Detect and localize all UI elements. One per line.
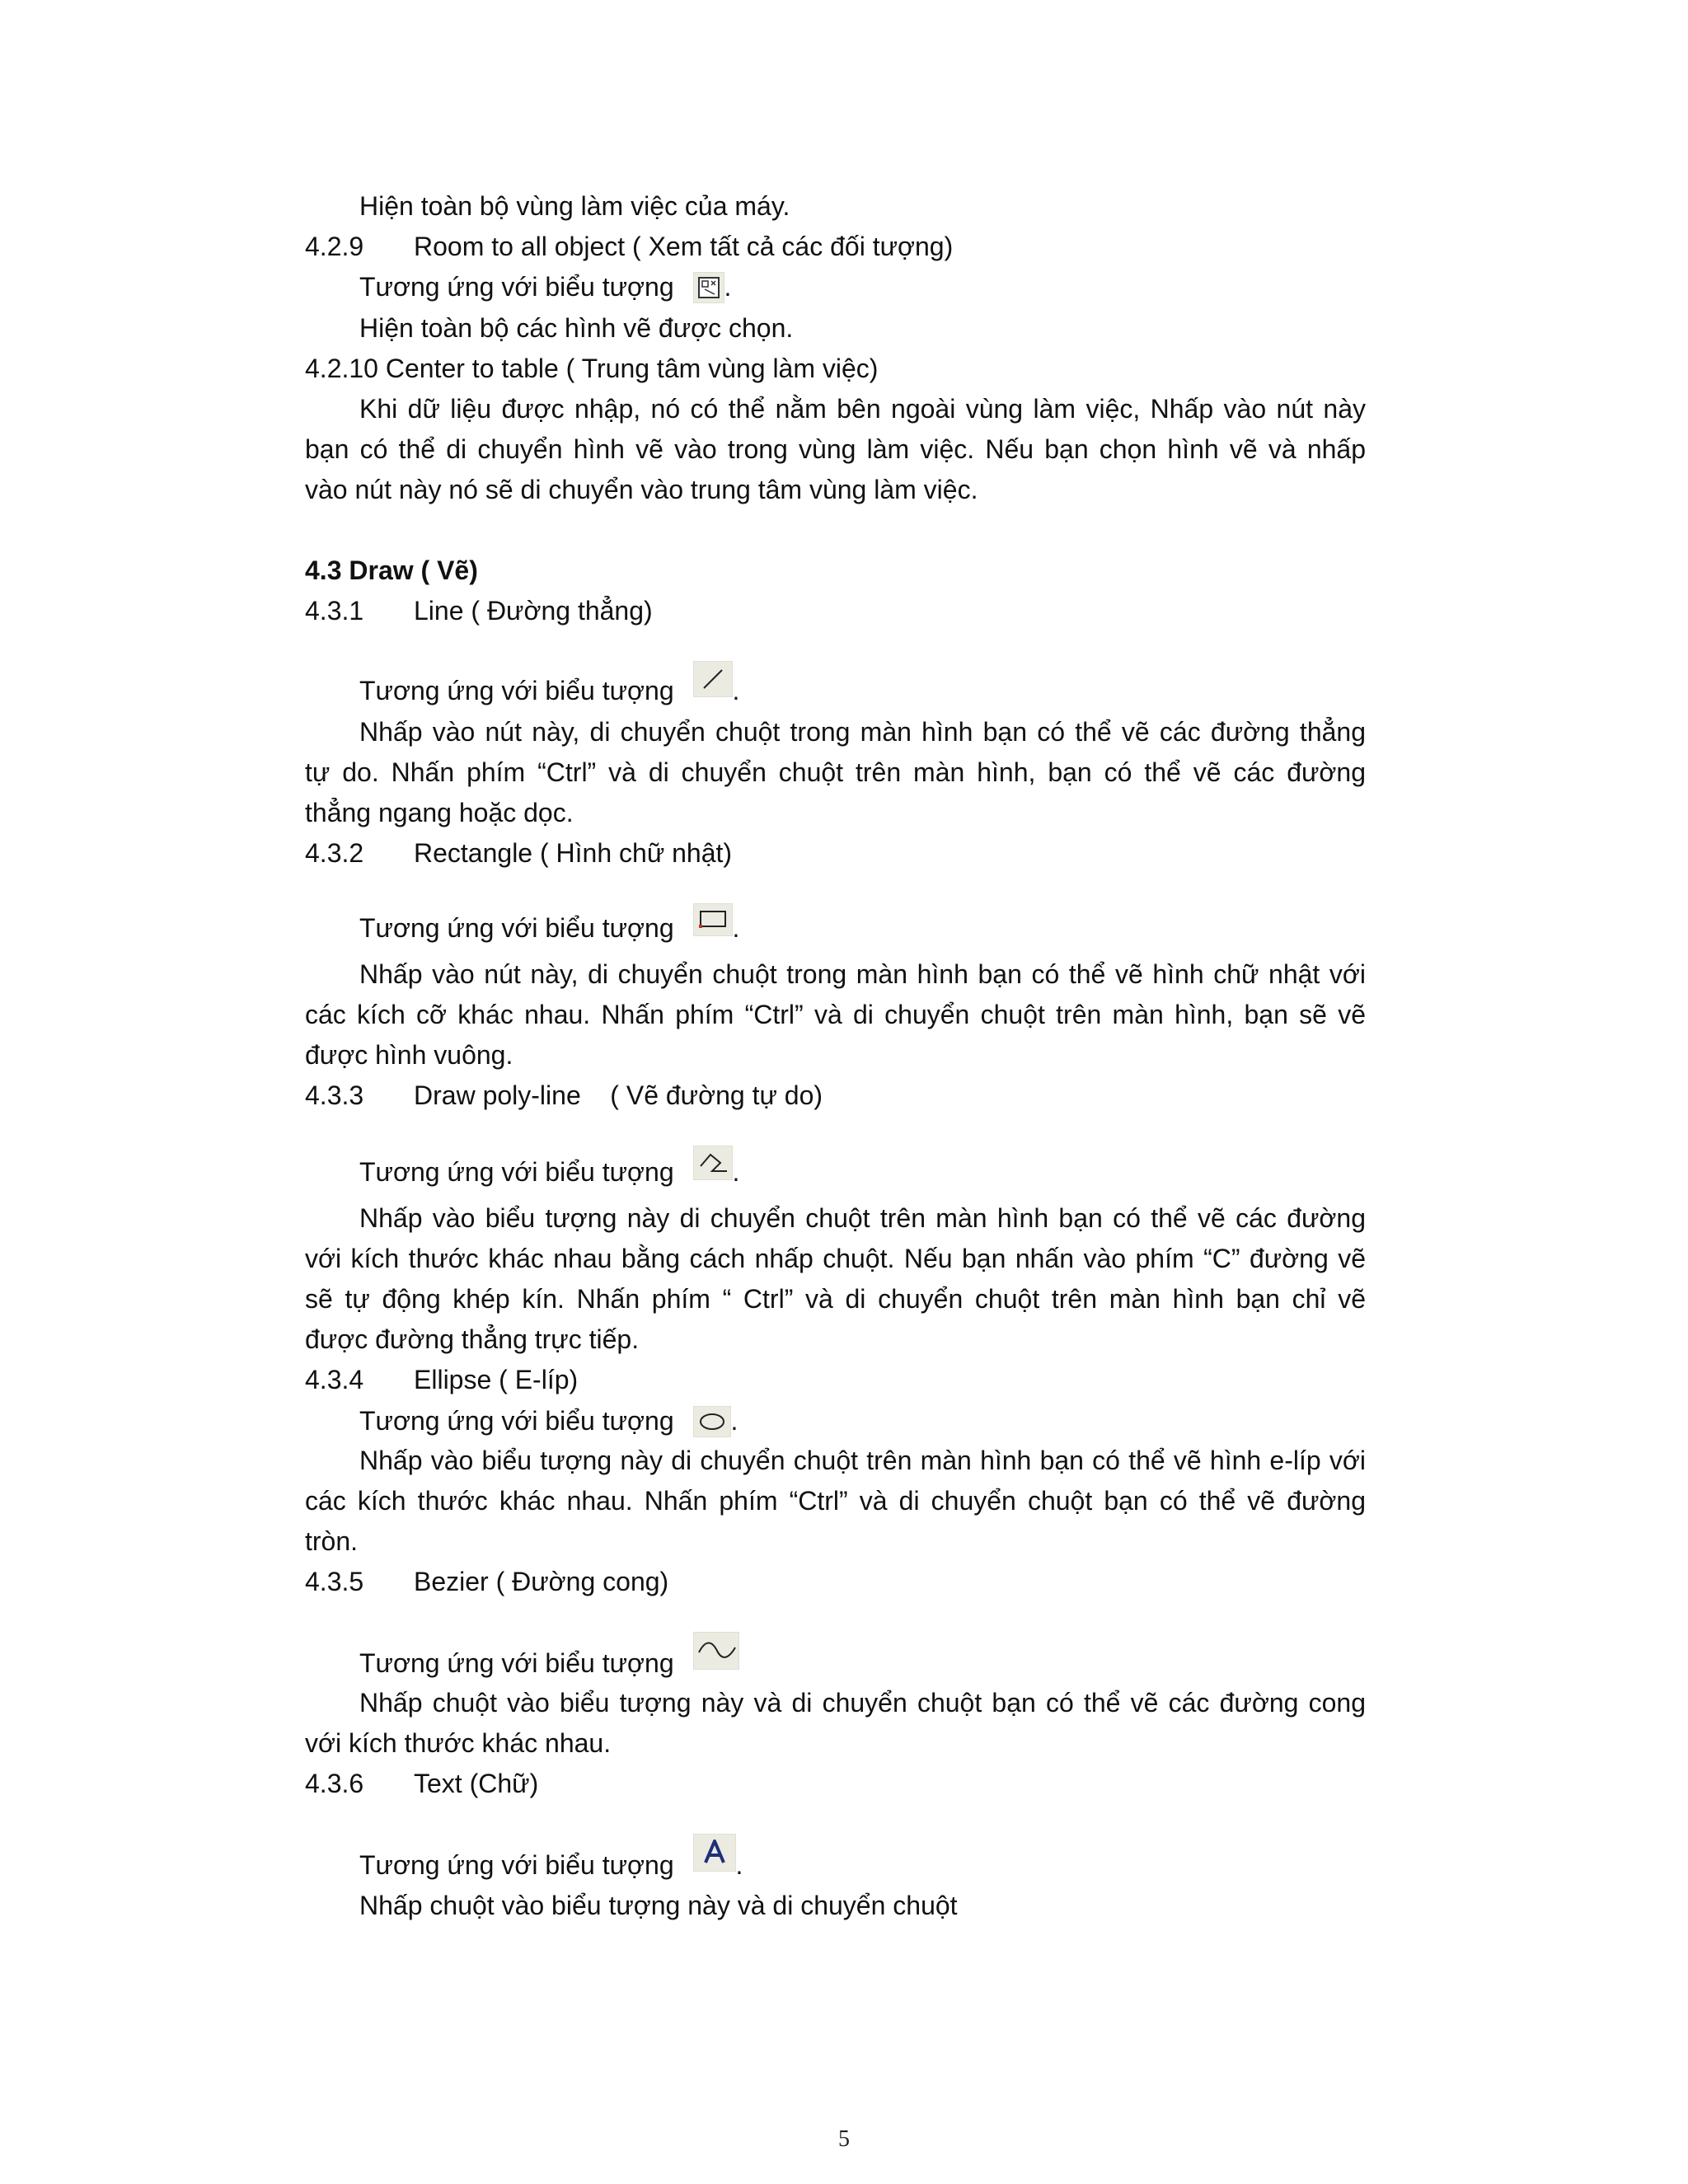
- section-title: Rectangle ( Hình chữ nhật): [414, 838, 733, 868]
- paragraph-line: Nhấp chuột vào biểu tượng này và di chuyển chuột: [359, 1891, 958, 1920]
- icon-reference-line: Tương ứng với biểu tượng .: [359, 1406, 738, 1436]
- icon-reference-line: Tương ứng với biểu tượng .: [359, 661, 739, 707]
- section-title: Ellipse ( E-líp): [414, 1365, 579, 1394]
- section-number: 4.3.3: [305, 1080, 364, 1110]
- paragraph-line: sẽ tự động khép kín. Nhấn phím “ Ctrl” và di chuyển chuột trên màn hình bạn chỉ vẽ: [305, 1284, 1366, 1314]
- section-number: 4.3.6: [305, 1769, 364, 1798]
- icon-reference-line: Tương ứng với biểu tượng .: [359, 1146, 739, 1188]
- section-title: Room to all object ( Xem tất cả các đối tượng): [414, 232, 954, 261]
- section-number: 4.3.1: [305, 596, 364, 626]
- section-title: Bezier ( Đường cong): [414, 1567, 669, 1596]
- icon-reference-text: Tương ứng với biểu tượng: [359, 272, 674, 302]
- section-title: Draw poly-line ( Vẽ đường tự do): [414, 1080, 823, 1110]
- icon-reference-text: Tương ứng với biểu tượng: [359, 1850, 674, 1880]
- paragraph-line: được hình vuông.: [305, 1040, 513, 1070]
- zoom-to-fit-icon: [693, 272, 724, 303]
- polyline-icon: [693, 1146, 733, 1180]
- icon-reference-line: Tương ứng với biểu tượng .: [359, 1834, 743, 1882]
- paragraph-line: Nhấp vào biểu tượng này di chuyển chuột trên màn hình bạn có thể vẽ các đường: [359, 1203, 1366, 1233]
- intro-line: Hiện toàn bộ vùng làm việc của máy.: [359, 191, 790, 221]
- bezier-curve-icon: [693, 1632, 739, 1670]
- section-number: 4.3.5: [305, 1567, 364, 1596]
- paragraph-line: Khi dữ liệu được nhập, nó có thể nằm bên ngoài vùng làm việc, Nhấp vào nút này: [359, 394, 1366, 424]
- section-4-3-5-heading: [305, 1565, 668, 1598]
- section-4-2-9-heading: [305, 230, 953, 263]
- section-number: 4.2.9: [305, 232, 364, 261]
- icon-reference-text: Tương ứng với biểu tượng: [359, 913, 674, 943]
- section-4-3-heading: 4.3 Draw ( Vẽ): [305, 555, 478, 585]
- text-tool-icon: [693, 1834, 736, 1872]
- section-4-3-2-heading: [305, 837, 732, 869]
- section-4-2-9-desc: Hiện toàn bộ các hình vẽ được chọn.: [359, 313, 794, 343]
- paragraph-line: Nhấp chuột vào biểu tượng này và di chuyển chuột bạn có thể vẽ các đường cong: [359, 1688, 1366, 1718]
- section-4-3-3-heading: [305, 1079, 823, 1112]
- icon-reference-line: [359, 1632, 739, 1680]
- icon-reference-line: Tương ứng với biểu tượng .: [359, 903, 739, 944]
- paragraph-line: Nhấp vào biểu tượng này di chuyển chuột trên màn hình bạn có thể vẽ hình e-líp với: [359, 1446, 1366, 1475]
- icon-reference-text: Tương ứng với biểu tượng: [359, 1406, 674, 1436]
- paragraph-line: được đường thẳng trực tiếp.: [305, 1324, 640, 1354]
- icon-reference-text: Tương ứng với biểu tượng: [359, 1157, 674, 1187]
- page-number: 5: [838, 2126, 850, 2152]
- ellipse-icon: [693, 1406, 731, 1437]
- paragraph-line: thẳng ngang hoặc dọc.: [305, 798, 574, 827]
- section-number: 4.3.4: [305, 1365, 364, 1394]
- section-4-2-10-heading: 4.2.10 Center to table ( Trung tâm vùng làm việc): [305, 354, 879, 383]
- icon-reference-text: Tương ứng với biểu tượng: [359, 1648, 674, 1678]
- line-icon: [693, 661, 733, 697]
- paragraph-line: bạn có thể di chuyển hình vẽ vào trong vùng làm việc. Nếu bạn chọn hình vẽ và nhấp: [305, 434, 1366, 464]
- paragraph-line: với kích thước khác nhau.: [305, 1728, 612, 1758]
- paragraph-line: Nhấp vào nút này, di chuyển chuột trong màn hình bạn có thể vẽ hình chữ nhật với: [359, 959, 1366, 989]
- paragraph-line: các kích thước khác nhau. Nhấn phím “Ctrl” và di chuyển chuột bạn có thể vẽ đường: [305, 1486, 1366, 1516]
- icon-reference-line: Tương ứng với biểu tượng .: [359, 272, 732, 302]
- paragraph-line: với kích thước khác nhau bằng cách nhấp chuột. Nếu bạn nhấn vào phím “C” đường vẽ: [305, 1244, 1366, 1273]
- paragraph-line: tự do. Nhấn phím “Ctrl” và di chuyển chuột trên màn hình, bạn có thể vẽ các đường: [305, 757, 1366, 787]
- rectangle-icon: [693, 903, 733, 936]
- section-title: Text (Chữ): [414, 1769, 539, 1798]
- paragraph-line: tròn.: [305, 1526, 359, 1556]
- icon-reference-text: Tương ứng với biểu tượng: [359, 676, 674, 705]
- section-4-3-1-heading: [305, 594, 653, 627]
- paragraph-line: các kích cỡ khác nhau. Nhấn phím “Ctrl” và di chuyển chuột trên màn hình, bạn sẽ vẽ: [305, 1000, 1366, 1029]
- paragraph-line: Nhấp vào nút này, di chuyển chuột trong màn hình bạn có thể vẽ các đường thẳng: [359, 717, 1366, 747]
- section-number: 4.3.2: [305, 838, 364, 868]
- section-title: Line ( Đường thẳng): [414, 596, 653, 626]
- section-4-3-4-heading: [305, 1363, 578, 1396]
- section-4-3-6-heading: [305, 1767, 538, 1800]
- paragraph-line: vào nút này nó sẽ di chuyển vào trung tâm vùng làm việc.: [305, 475, 978, 504]
